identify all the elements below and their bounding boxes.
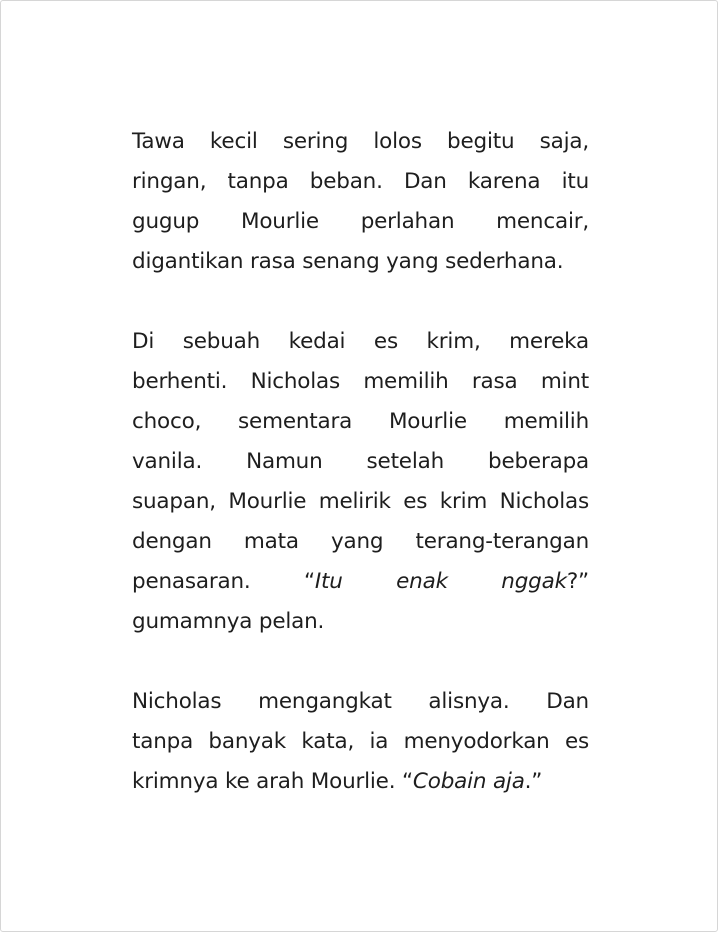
text-line: suapan, Mourlie melirik es krim Nicholas xyxy=(132,489,589,514)
text-line: tanpa banyak kata, ia menyodorkan es xyxy=(132,729,589,754)
dialogue-italic: enak xyxy=(396,569,448,594)
dialogue-suffix: .” xyxy=(524,769,543,794)
text-line: vanila. Namun setelah beberapa xyxy=(132,449,589,474)
text-line: Nicholas mengangkat alisnya. Dan xyxy=(132,689,589,714)
paragraph-3 xyxy=(132,682,589,802)
text-line: Tawa kecil sering lolos begitu saja, xyxy=(132,129,589,154)
paragraph-1 xyxy=(132,122,589,282)
text-line-dialogue xyxy=(132,762,589,802)
text-line: ringan, tanpa beban. Dan karena itu xyxy=(132,169,589,194)
text-line: digantikan rasa senang yang sederhana. xyxy=(132,249,564,274)
dialogue-prefix: krimnya ke arah Mourlie. “ xyxy=(132,769,413,794)
dialogue-prefix: penasaran. “ xyxy=(132,569,315,594)
text-line-dialogue xyxy=(132,562,589,602)
paragraph-2 xyxy=(132,322,589,642)
text-line: Di sebuah kedai es krim, mereka xyxy=(132,329,589,354)
text-line: dengan mata yang terang-terangan xyxy=(132,529,589,554)
dialogue-italic: Cobain aja xyxy=(412,769,525,794)
dialogue-italic: nggak xyxy=(501,569,567,594)
text-line: berhenti. Nicholas memilih rasa mint xyxy=(132,369,589,394)
story-text xyxy=(132,122,589,802)
text-line: gugup Mourlie perlahan mencair, xyxy=(132,209,589,234)
dialogue-italic: Itu xyxy=(314,569,343,594)
text-line: gumamnya pelan. xyxy=(132,609,325,634)
text-line: choco, sementara Mourlie memilih xyxy=(132,409,589,434)
dialogue-suffix: ?” xyxy=(566,569,589,594)
